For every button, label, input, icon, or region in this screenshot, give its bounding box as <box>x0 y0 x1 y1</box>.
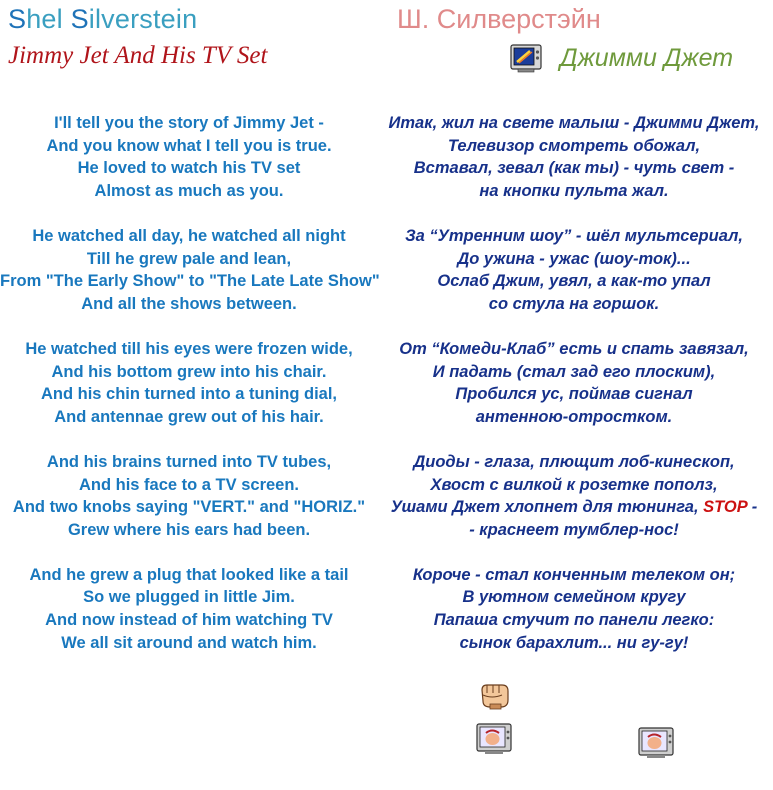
poem-english <box>0 112 378 654</box>
poem-en-line: He watched till his eyes were frozen wide, <box>25 339 353 358</box>
poem-ru-line: Пробился ус, поймав сигнал <box>455 385 693 404</box>
poem-ru-line <box>388 496 760 519</box>
poem-ru-line: Вставал, зевал (как ты) - чуть свет - <box>413 159 735 178</box>
author-initial-last: S <box>70 4 89 34</box>
poem-en-line: And all the shows between. <box>81 294 297 313</box>
author-name-en <box>8 4 197 35</box>
poem-ru-line: Телевизор смотреть обожал, <box>447 136 701 155</box>
poem-ru-stanza <box>388 112 760 202</box>
poem-ru-stanza <box>388 451 760 541</box>
poem-en-line: And his brains turned into TV tubes, <box>46 452 332 471</box>
poem-ru-line: Папаша стучит по панели легко: <box>433 611 715 630</box>
poem-title-ru: Джимми Джет <box>560 44 734 72</box>
poem-en-stanza <box>0 451 378 541</box>
poem-line-suffix: - <box>747 498 758 517</box>
poem-en-stanza <box>0 338 378 428</box>
author-initial-first: S <box>8 4 27 34</box>
poem-en-line: Almost as much as you. <box>94 181 284 200</box>
fist-icon <box>478 680 512 710</box>
poem-en-line: And his chin turned into a tuning dial, <box>40 385 338 404</box>
poem-ru-line: Короче - стал конченным телеком он; <box>412 565 736 584</box>
poem-line-text: Ушами Джет хлопнет для тюнинга, <box>390 498 704 517</box>
poem-en-line: He watched all day, he watched all night <box>32 226 346 245</box>
poem-en-line: And you know what I tell you is true. <box>46 136 332 155</box>
poem-ru-line: От “Комеди-Клаб” есть и спать завязал, <box>399 339 749 358</box>
poem-ru-line: сынок барахлит... ни гу-гу! <box>459 633 689 652</box>
poem-ru-line: И падать (стал зад его плоским), <box>432 362 716 381</box>
poem-en-stanza <box>0 112 378 202</box>
poem-en-line: Till he grew pale and lean, <box>86 249 292 268</box>
author-last-rest: ilverstein <box>88 4 198 34</box>
poem-ru-line: В уютном семейном кругу <box>462 588 686 607</box>
poem-en-line: And his face to a TV screen. <box>78 475 300 494</box>
poem-en-line: So we plugged in little Jim. <box>83 588 295 607</box>
poem-en-line: And antennae grew out of his hair. <box>54 407 324 426</box>
poem-russian <box>388 112 760 654</box>
poem-en-stanza <box>0 564 378 654</box>
author-first-rest: hel <box>26 4 71 34</box>
poem-ru-stanza <box>388 225 760 315</box>
poem-title-en: Jimmy Jet And His TV Set <box>8 42 268 69</box>
poem-ru-line: - краснеет тумблер-нос! <box>469 520 679 539</box>
poem-en-line: I'll tell you the story of Jimmy Jet - <box>54 114 324 132</box>
poem-ru-line: Ослаб Джим, увял, а как-то упал <box>437 272 711 291</box>
poem-en-line: And his bottom grew into his chair. <box>51 362 327 381</box>
poem-ru-stanza <box>388 564 760 654</box>
poem-en-line: Grew where his ears had been. <box>67 520 311 539</box>
poem-en-line: And now instead of him watching TV <box>45 611 333 630</box>
tv-face-icon <box>638 727 674 759</box>
poem-ru-line: Итак, жил на свете малыш - Джимми Джет, <box>388 114 760 132</box>
author-name-ru: Ш. Силверстэйн <box>397 4 601 34</box>
poem-en-stanza <box>0 225 378 315</box>
poem-ru-line: До ужина - ужас (шоу-ток)... <box>457 249 691 268</box>
poem-ru-line: на кнопки пульта жал. <box>479 181 669 200</box>
poem-ru-line: Хвост с вилкой к розетке пополз, <box>430 475 718 494</box>
poem-ru-line: антенною-отростком. <box>475 407 673 426</box>
stop-word: STOP <box>703 498 748 517</box>
poem-en-line: We all sit around and watch him. <box>61 633 317 652</box>
poem-ru-line: со стула на горшок. <box>488 294 660 313</box>
tv-face-icon <box>476 723 512 755</box>
poem-ru-stanza <box>388 338 760 428</box>
poem-en-line: And he grew a plug that looked like a tail <box>29 565 349 584</box>
poem-ru-line: Диоды - глаза, плющит лоб-кинескоп, <box>413 452 735 471</box>
poem-en-line: From "The Early Show" to "The Late Late Show" <box>0 272 380 291</box>
poem-en-line: He loved to watch his TV set <box>77 159 301 178</box>
poem-en-line: And two knobs saying "VERT." and "HORIZ." <box>12 498 366 517</box>
tv-icon <box>510 44 542 74</box>
poem-ru-line: За “Утренним шоу” - шёл мультсериал, <box>405 226 743 245</box>
